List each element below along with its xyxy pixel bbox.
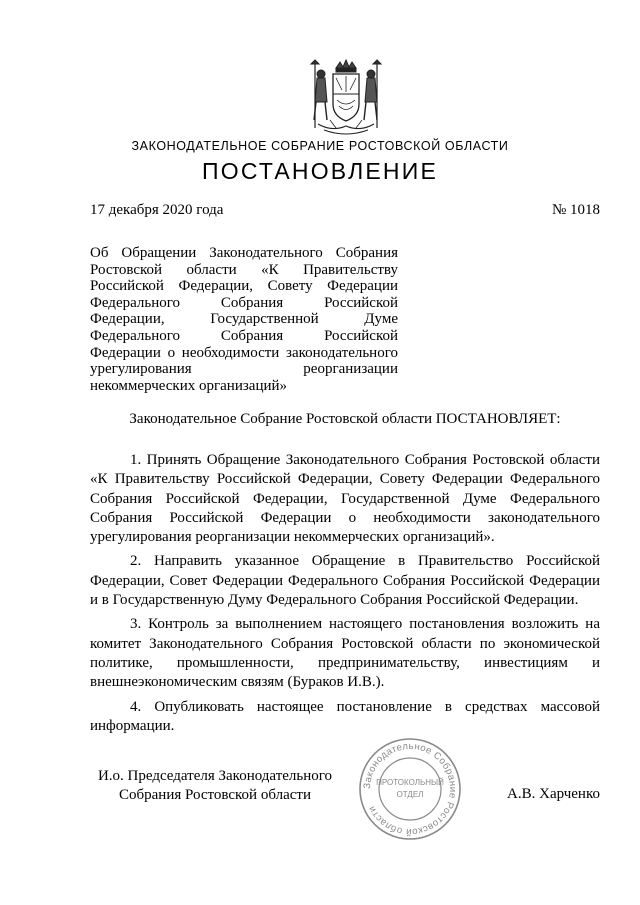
resolution-item-1: 1. Принять Обращение Законодательного Собрания Ростовской области «К Правительству Российской Федерации, Совету Федерации Федерального Собрания Российской Федерации, Государственной Думе Федерального Собрания Российской Федерации о необходимости законодательного урегулирования реорганизации некоммерческих организаций». [90, 452, 600, 546]
stamp-outer-text: Законодательное Собрание Ростовской области [361, 740, 459, 838]
preamble: Законодательное Собрание Ростовской области ПОСТАНОВЛЯЕТ: [129, 411, 561, 427]
signatory-position [90, 767, 340, 805]
document-type: ПОСТАНОВЛЕНИЕ [202, 158, 438, 184]
resolution-item-4: 4. Опубликовать настоящее постановление в средствах массовой информации. [90, 698, 600, 734]
signatory-position-line-2: Собрания Ростовской области [119, 787, 311, 803]
organization-name: ЗАКОНОДАТЕЛЬНОЕ СОБРАНИЕ РОСТОВСКОЙ ОБЛАСТИ [131, 139, 509, 153]
stamp-graphic [358, 737, 462, 841]
document-date: 17 декабря 2020 года [90, 202, 224, 218]
coat-of-arms-icon [306, 58, 386, 140]
resolution-item-2: 2. Направить указанное Обращение в Правительство Российской Федерации, Совет Федерации Федерального Собрания Российской Федерации и в Государственную Думу Федерального Собрания Российской Федерации. [90, 553, 600, 609]
resolution-items [90, 451, 600, 741]
document-subject: Об Обращении Законодательного Собрания Ростовской области «К Правительству Российской Федерации, Совету Федерации Федерального Собрания Российской Федерации, Государственной Думе Федерального Собрания Российской Федерации о необходимости законодательного урегулирования реорганизации некоммерческих организаций» [90, 245, 398, 394]
resolution-item-3: 3. Контроль за выполнением настоящего постановления возложить на комитет Законодательного Собрания Ростовской области по экономической политике, промышленности, предпринимательству, инвестициям и внешнеэкономическим связям (Бураков И.В.). [90, 616, 600, 691]
signatory-position-line-1: И.о. Председателя Законодательного [97, 768, 333, 784]
document-number: № 1018 [551, 202, 600, 218]
svg-text:Законодательное Собрание Росто [362, 741, 458, 837]
protocol-department-stamp [358, 737, 462, 841]
signatory-name: А.В. Харченко [507, 786, 600, 802]
stamp-inner-line-2: ОТДЕЛ [396, 790, 424, 799]
stamp-inner-line-1: ПРОТОКОЛЬНЫЙ [376, 778, 444, 787]
